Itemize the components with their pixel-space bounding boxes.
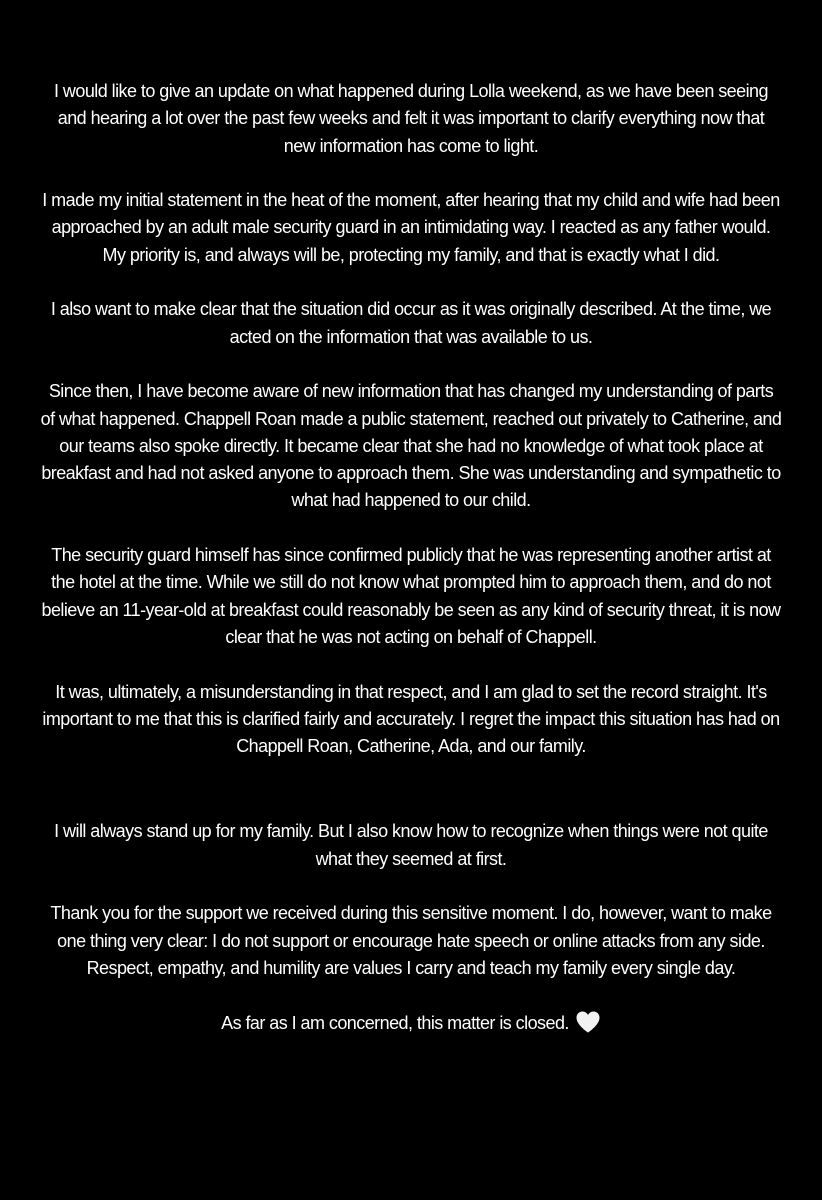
paragraph-security-guard: The security guard himself has since confirmed publicly that he was representing another artist at the hotel at the time. While we still do not know what prompted him to approach them, and do not believe an 11-year-old at breakfast could reasonably be seen as any kind of security threat, it is now clear that he was not acting on behalf of Chappell. [41,545,781,647]
paragraph-new-information: Since then, I have become aware of new information that has changed my understanding of parts of what happened. Chappell Roan made a public statement, reached out privately to Catherine, and our teams also spoke directly. It became clear that she had no knowledge of what took place at breakfast and had not asked anyone to approach them. She was understanding and sympathetic to what had happened to our child. [40,381,782,511]
statement-text [40,78,782,1042]
paragraph-lolla-update: I would like to give an update on what happened during Lolla weekend, as we have been seeing and hearing a lot over the past few weeks and felt it was important to clarify everything now that new information has come to light. [54,81,768,156]
paragraph-misunderstanding: It was, ultimately, a misunderstanding in that respect, and I am glad to set the record straight. It's important to me that this is clarified fairly and accurately. I regret the impact this situation has had on Chappell Roan, Catherine, Ada, and our family. [42,681,780,757]
closing-text: As far as I am concerned, this matter is closed. [221,1012,569,1033]
paragraph-stand-up-for-family: I will always stand up for my family. But I also know how to recognize when things were not quite what they seemed at first. [54,821,768,869]
paragraph-closing [40,1010,782,1042]
paragraph-initial-statement: I made my initial statement in the heat of the moment, after hearing that my child and wife had been approached by an adult male security guard in an intimidating way. I reacted as any father would. My priority is, and always will be, protecting my family, and that is exactly what I did. [42,190,780,265]
white-heart-icon [575,1010,601,1042]
paragraph-situation-occurred: I also want to make clear that the situation did occur as it was originally described. At the time, we acted on the information that was available to us. [50,299,772,347]
paragraph-thank-you: Thank you for the support we received during this sensitive moment. I do, however, want to make one thing very clear: I do not support or encourage hate speech or online attacks from any side. Respect, empathy, and humility are values I carry and teach my family every single day. [50,903,772,978]
